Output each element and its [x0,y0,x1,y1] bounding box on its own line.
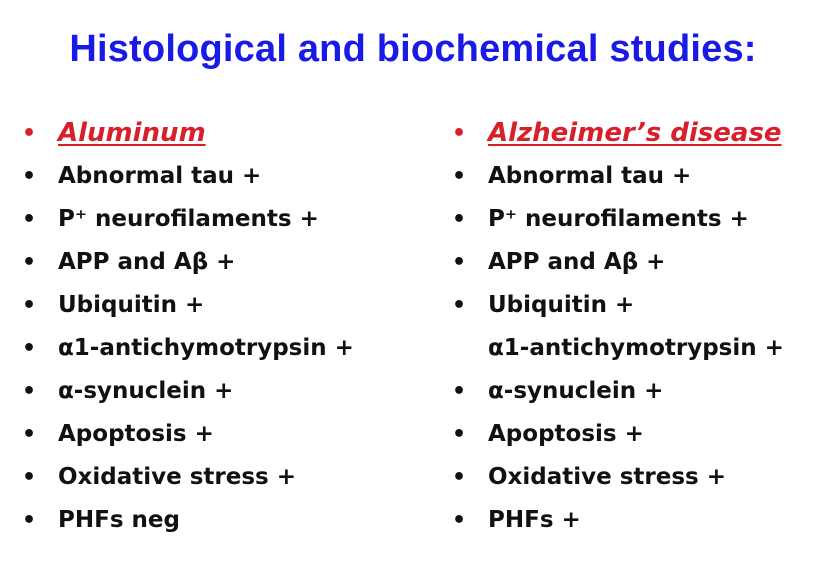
list-item [22,284,422,327]
bullet-icon: • [452,121,467,146]
list-item [22,155,422,198]
list-item [452,370,822,413]
bullet-icon: • [452,250,467,275]
alzheimers-column [452,112,822,542]
list-item-text: Ubiquitin + [488,292,635,318]
list-item-text: APP and Aβ + [58,249,236,275]
list-item [452,284,822,327]
column-header-alzheimers [452,112,822,155]
list-item [452,155,822,198]
list-item [22,456,422,499]
bullet-icon: • [22,465,37,490]
list-item-text: Abnormal tau + [488,163,692,189]
bullet-icon: • [22,379,37,404]
bullet-icon: • [22,422,37,447]
bullet-icon: • [22,164,37,189]
list-item [452,327,822,370]
bullet-icon: • [452,207,467,232]
list-item-text: α-synuclein + [488,378,664,404]
bullet-icon: • [22,336,37,361]
bullet-icon: • [452,379,467,404]
bullet-icon: • [22,508,37,533]
list-item-text: Apoptosis + [58,421,214,447]
list-item-text: P⁺ neurofilaments + [58,206,319,232]
list-item [452,241,822,284]
bullet-icon: • [22,250,37,275]
list-item-text: APP and Aβ + [488,249,666,275]
list-item [452,413,822,456]
list-item-text: Apoptosis + [488,421,644,447]
list-item [22,198,422,241]
column-header-label: Aluminum [58,118,206,148]
list-item-text: α1-antichymotrypsin + [58,335,354,361]
column-header-label: Alzheimer’s disease [488,118,782,148]
list-item [22,241,422,284]
list-item [452,456,822,499]
list-item-text: α-synuclein + [58,378,234,404]
list-item-text: P⁺ neurofilaments + [488,206,749,232]
list-item-text: PHFs + [488,507,581,533]
bullet-icon: • [452,293,467,318]
list-item [22,327,422,370]
aluminum-column [22,112,422,542]
bullet-icon: • [22,293,37,318]
bullet-icon: • [22,121,37,146]
list-item [452,198,822,241]
slide-title: Histological and biochemical studies: [69,28,757,70]
list-item-text: Ubiquitin + [58,292,205,318]
list-item [22,370,422,413]
list-item-text: Oxidative stress + [488,464,727,490]
list-item [22,413,422,456]
list-item-text: PHFs neg [58,507,180,533]
column-header-aluminum [22,112,422,155]
list-item-text: α1-antichymotrypsin + [488,335,784,361]
list-item [452,499,822,542]
list-item-text: Oxidative stress + [58,464,297,490]
list-item-text: Abnormal tau + [58,163,262,189]
bullet-icon: • [452,465,467,490]
bullet-icon: • [452,164,467,189]
list-item [22,499,422,542]
bullet-icon: • [22,207,37,232]
bullet-icon: • [452,508,467,533]
bullet-icon: • [452,422,467,447]
